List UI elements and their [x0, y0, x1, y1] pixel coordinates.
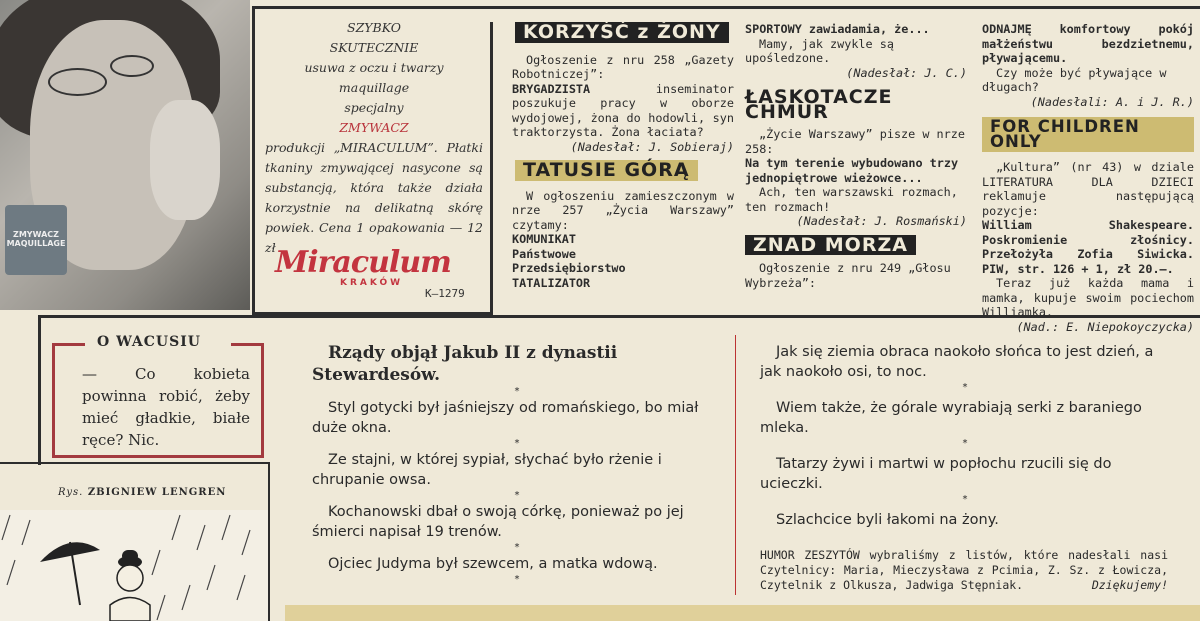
sportowy-text: Mamy, jak zwykle są upośledzone. [745, 36, 894, 65]
miraculum-ad [265, 18, 483, 258]
painted-eye-icon [48, 68, 107, 96]
children-heading: FOR CHILDREN ONLY [982, 117, 1194, 152]
znad-intro: Ogłoszenie z nru 249 „Głosu Wybrzeża”: [745, 261, 951, 290]
children-bold: William Shakespeare. Poskromienie złośnicy. Przełożyła Zofia Siwicka. PIW, str. 126 + 1, zł 20.—. [982, 218, 1194, 276]
rain-cartoon-icon [0, 510, 268, 621]
ad-line: specjalny [344, 100, 404, 115]
column-korzysc [512, 22, 734, 290]
miraculum-logo: Miraculum [275, 245, 451, 280]
children-text: Teraz już każda mama i mamka, kupuje swoim pociechom Williamka. [982, 276, 1194, 319]
star-separator: * [514, 438, 520, 449]
tatusie-item: KOMUNIKAT [512, 232, 576, 246]
ad-code: K—1279 [425, 287, 465, 300]
humor-right-column [760, 342, 1170, 530]
humor-item: Szlachcice byli łakomi na żony. [776, 512, 999, 528]
children-intro: „Kultura” (nr 43) w dziale LITERATURA DLA DZIECI reklamuje następującą pozycje: [982, 160, 1194, 218]
star-separator: * [962, 438, 968, 449]
star-separator: * [514, 574, 520, 585]
humor-thanks: Dziękujemy! [1091, 578, 1168, 592]
humor-item: Jak się ziemia obraca naokoło słońca to jest dzień, a jak naokoło osi, to noc. [760, 344, 1154, 380]
znad-heading: ZNAD MORZA [745, 235, 916, 256]
humor-title: Rządy objął Jakub II z dynastii Stewardesów. [312, 343, 618, 385]
sportowy-sign: (Nadesłał: J. C.) [846, 65, 967, 80]
left-bottom-rule [0, 462, 270, 464]
ad-product: ZMYWACZ [339, 120, 409, 135]
tatusie-heading: TATUSIE GÓRĄ [515, 160, 698, 181]
humor-divider [735, 335, 736, 595]
tatusie-item: Przedsiębiorstwo [512, 261, 626, 275]
credit-author: ZBIGNIEW LENGREN [87, 487, 227, 498]
column-children [982, 22, 1194, 334]
odnajme-sign: (Nadesłali: A. i J. R.) [1030, 94, 1194, 109]
ad-right-rule [490, 22, 493, 314]
laskotacze-text: Ach, ten warszawski rozmach, ten rozmach! [745, 185, 958, 214]
humor-footer [760, 548, 1168, 593]
humor-item: Ojciec Judyma był szewcem, a matka wdową. [328, 556, 658, 572]
humor-item: Wiem także, że górale wyrabiają serki z baraniego mleka. [760, 400, 1142, 436]
hand-shape [150, 100, 220, 220]
wacusiu-text: — Co kobieta powinna robić, żeby mieć gładkie, białe ręce? Nic. [82, 365, 250, 449]
ad-left-rule [252, 6, 255, 314]
humor-left-column [312, 342, 722, 586]
star-separator: * [514, 490, 520, 501]
column-laskotacze [745, 22, 967, 290]
laskotacze-bold: Na tym terenie wybudowano trzy jednopiętrowe wieżowce... [745, 156, 959, 185]
logo-city: KRAKÓW [340, 278, 404, 288]
eye-icon [110, 55, 154, 77]
top-rule [255, 6, 1200, 9]
laskotacze-intro: „Życie Warszawy” pisze w nrze 258: [745, 127, 965, 156]
star-separator: * [514, 386, 520, 397]
ad-description: produkcji „MIRACULUM”. Płatki tkaniny zmywającej nasycone są substancją, która także działa korzystnie na delikatną skórę powiek. Cena 1 opakowania — 12 zł [265, 140, 483, 255]
tatusie-item: TATALIZATOR [512, 275, 591, 290]
odnajme-text: Czy może być pływające w długach? [982, 65, 1167, 94]
tatusie-item: Państwowe [512, 246, 576, 261]
cartoon-rule [268, 462, 270, 621]
humor-item: Ze stajni, w której sypiał, słychać było rżenie i chrupanie owsa. [312, 452, 662, 488]
left-rule [38, 315, 41, 465]
credit-prefix: Rys. [58, 487, 84, 498]
humor-footer-text: HUMOR ZESZYTÓW wybraliśmy z listów, które nadesłali nasi Czytelnicy: Maria, Mieczysława z Pcimia, Z. Sz. z Łowicza, Czytelnik z Olkusza, Jadwiga Stępniak. [760, 548, 1168, 592]
laskotacze-sign: (Nadesłał: J. Rosmański) [796, 214, 967, 228]
korzysc-body: inseminator poszukuje pracy w oborze wydojowej, żona do hodowli, syn traktorzysta. Żona łaciata? [512, 81, 734, 139]
children-sign: (Nad.: E. Niepokoyczycka) [1016, 319, 1194, 334]
humor-item: Tatarzy żywi i martwi w popłochu rzucili się do ucieczki. [760, 456, 1112, 492]
korzysc-heading: KORZYŚĆ z ŻONY [515, 22, 729, 43]
ad-line: maquillage [338, 80, 410, 95]
korzysc-intro: Ogłoszenie z nru 258 „Gazety Robotniczej”: [512, 52, 734, 81]
wacusiu-box [52, 333, 262, 460]
humor-item: Styl gotycki był jaśniejszy od romańskiego, bo miał duże okna. [312, 400, 699, 436]
odnajme-bold: ODNAJMĘ komfortowy pokój małżeństwu bezdzietnemu, pływającemu. [982, 22, 1194, 65]
star-separator: * [962, 382, 968, 393]
ad-line: SZYBKO [347, 20, 401, 35]
star-separator: * [514, 542, 520, 553]
bottom-strip [285, 605, 1200, 621]
laskotacze-heading: ŁASKOTACZE CHMUR [745, 86, 893, 123]
illustrator-credit [58, 487, 226, 498]
korzysc-bold: BRYGADZISTA [512, 81, 591, 96]
ad-line: usuwa z oczu i twarzy [304, 60, 444, 75]
star-separator: * [962, 494, 968, 505]
humor-item: Kochanowski dbał o swoją córkę, ponieważ po jej śmierci napisał 19 trenów. [312, 504, 684, 540]
korzysc-sign: (Nadesłał: J. Sobieraj) [570, 139, 734, 154]
wacusiu-title: O WACUSIU [97, 334, 201, 350]
advertisement-photo [0, 0, 250, 310]
cartoon-illustration [0, 510, 268, 621]
sportowy-bold: SPORTOWY zawiadamia, że... [745, 22, 930, 36]
product-box: ZMYWACZ MAQUILLAGE [5, 205, 67, 275]
ad-line: SKUTECZNIE [329, 40, 419, 55]
tatusie-intro: W ogłoszeniu zamieszczonym w nrze 257 „Życia Warszawy” czytamy: [512, 188, 734, 232]
